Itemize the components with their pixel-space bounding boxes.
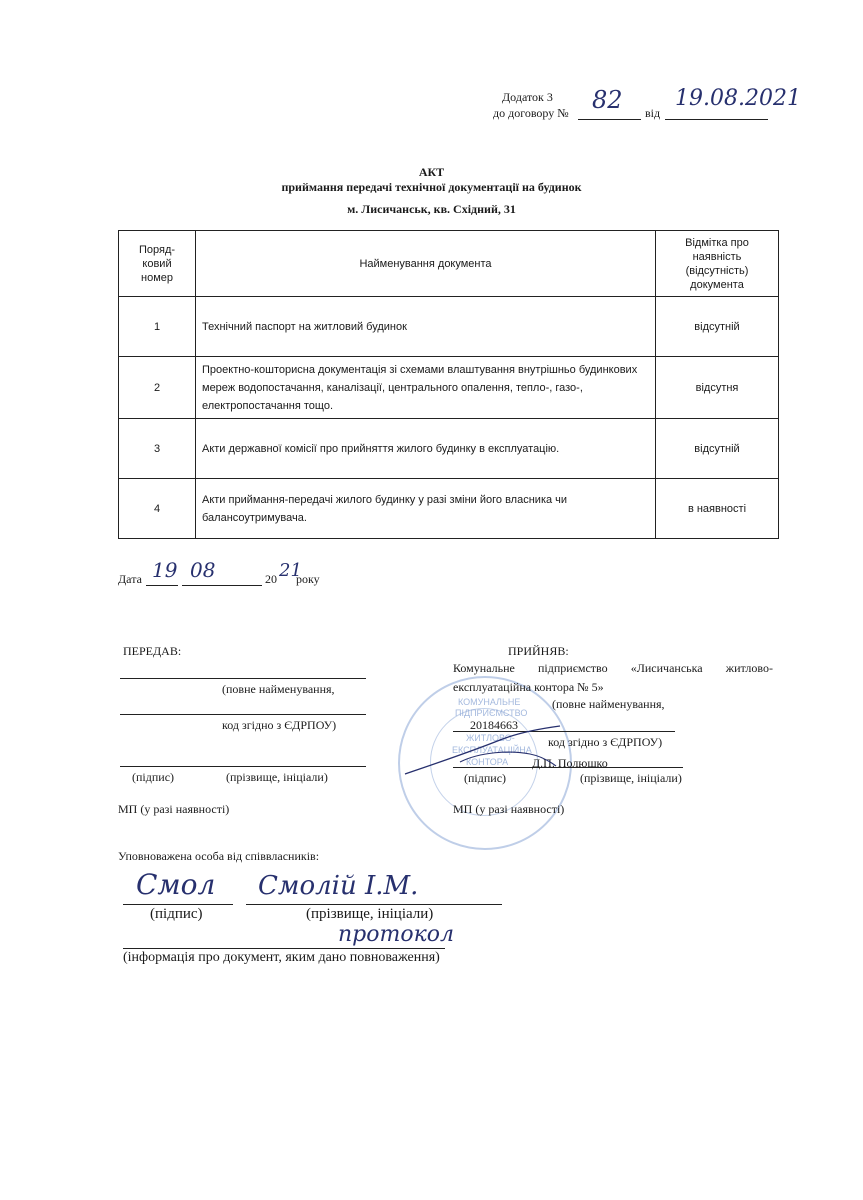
left-edrpou-line: [120, 714, 366, 715]
contract-date-line: [665, 119, 768, 120]
seal-text: КОМУНАЛЬНЕ: [458, 697, 521, 707]
seal-text: ЖИТЛОВО-: [466, 733, 515, 743]
left-signature-caption: (підпис): [132, 770, 175, 784]
left-signature-line: [120, 766, 366, 767]
row-number: 4: [119, 479, 196, 539]
row-presence-mark: в наявності: [656, 479, 779, 539]
authorized-surname: Смолій І.М.: [258, 871, 419, 901]
row-document-name: Технічний паспорт на житловий будинок: [196, 297, 656, 357]
left-name-line: [120, 678, 366, 679]
row-presence-mark: відсутній: [656, 297, 779, 357]
date-day-line: [146, 585, 178, 586]
right-heading: ПРИЙНЯВ:: [508, 644, 569, 658]
authorized-signature-line: [123, 904, 233, 905]
seal-text: КОНТОРА: [466, 757, 509, 767]
seal-text: ПІДПРИЄМСТВО: [455, 708, 528, 718]
contract-date: 19.08.2021: [675, 86, 801, 111]
authorized-surname-line: [246, 904, 502, 905]
right-org-line2: експлуатаційна контора № 5»: [453, 680, 604, 694]
contract-number: 82: [592, 86, 623, 114]
contract-number-line: [578, 119, 641, 120]
row-document-name: Акти приймання-передачі жилого будинку у разі зміни його власника чи балансоутримувача.: [196, 479, 656, 539]
date-day: 19: [152, 558, 178, 582]
left-full-name-caption: (повне найменування,: [222, 682, 335, 696]
date-year-handwritten: 21: [279, 560, 302, 581]
act-title: АКТ: [418, 165, 445, 179]
documents-table: [118, 230, 779, 539]
date-month: 08: [190, 558, 216, 582]
row-number: 2: [119, 357, 196, 419]
authorized-label: Уповноважена особа від співвласників:: [118, 849, 320, 863]
right-mp: МП (у разі наявності): [453, 802, 565, 816]
table-header-row: [119, 231, 779, 297]
contract-date-prefix: від: [645, 106, 661, 120]
header-name: Найменування документа: [196, 231, 656, 297]
table-row: [119, 479, 779, 539]
authorized-doc-handwritten: протокол: [338, 922, 454, 947]
seal-text: ЕКСПЛУАТАЦІЙНА: [452, 745, 532, 755]
signature-scribble-icon: [400, 722, 570, 782]
left-edrpou-caption: код згідно з ЄДРПОУ): [222, 718, 337, 732]
row-document-name: Акти державної комісії про прийняття жилого будинку в експлуатацію.: [196, 419, 656, 479]
right-signature-caption: (підпис): [464, 771, 507, 785]
authorized-signature-caption: (підпис): [150, 906, 203, 922]
contract-prefix: до договору №: [493, 106, 569, 120]
left-mp: МП (у разі наявності): [118, 802, 230, 816]
authorized-surname-caption: (прізвище, ініціали): [306, 906, 434, 922]
right-edrpou-caption: код згідно з ЄДРПОУ): [548, 735, 663, 749]
authorized-doc-caption: (інформація про документ, яким дано повноваження): [123, 950, 440, 965]
header-number: Поряд-ковий номер: [119, 231, 196, 297]
right-signer-name: Д.П. Полюшко: [532, 756, 608, 770]
authorized-doc-line: [123, 948, 445, 949]
act-address: м. Лисичанськ, кв. Східний, 31: [347, 202, 516, 216]
header-mark: Відмітка про наявність (відсутність) документа: [656, 231, 779, 297]
authorized-signature: Смол: [136, 868, 216, 901]
right-edrpou-value: 20184663: [470, 718, 518, 732]
appendix-label: Додаток 3: [502, 90, 553, 104]
right-full-name-caption: (повне найменування,: [552, 697, 665, 711]
left-heading: ПЕРЕДАВ:: [123, 644, 182, 658]
row-number: 1: [119, 297, 196, 357]
act-subtitle: приймання передачі технічної документації на будинок: [281, 180, 582, 194]
right-org-line1: Комунальне підприємство «Лисичанська житлово-: [453, 661, 773, 675]
table-row: [119, 419, 779, 479]
date-suffix: року: [296, 572, 320, 586]
table-row: [119, 297, 779, 357]
row-presence-mark: відсутній: [656, 419, 779, 479]
date-month-line: [182, 585, 262, 586]
date-label: Дата: [118, 572, 142, 586]
table-row: [119, 357, 779, 419]
date-year-prefix: 20: [265, 572, 277, 586]
row-document-name: Проектно-кошторисна документація зі схемами влаштування внутрішньо будинкових мереж водопостачання, каналізації, центрального опалення, тепло-, газо-, електропостачання тощо.: [196, 357, 656, 419]
left-surname-caption: (прізвище, ініціали): [226, 770, 328, 784]
row-presence-mark: відсутня: [656, 357, 779, 419]
right-surname-caption: (прізвище, ініціали): [580, 771, 682, 785]
row-number: 3: [119, 419, 196, 479]
